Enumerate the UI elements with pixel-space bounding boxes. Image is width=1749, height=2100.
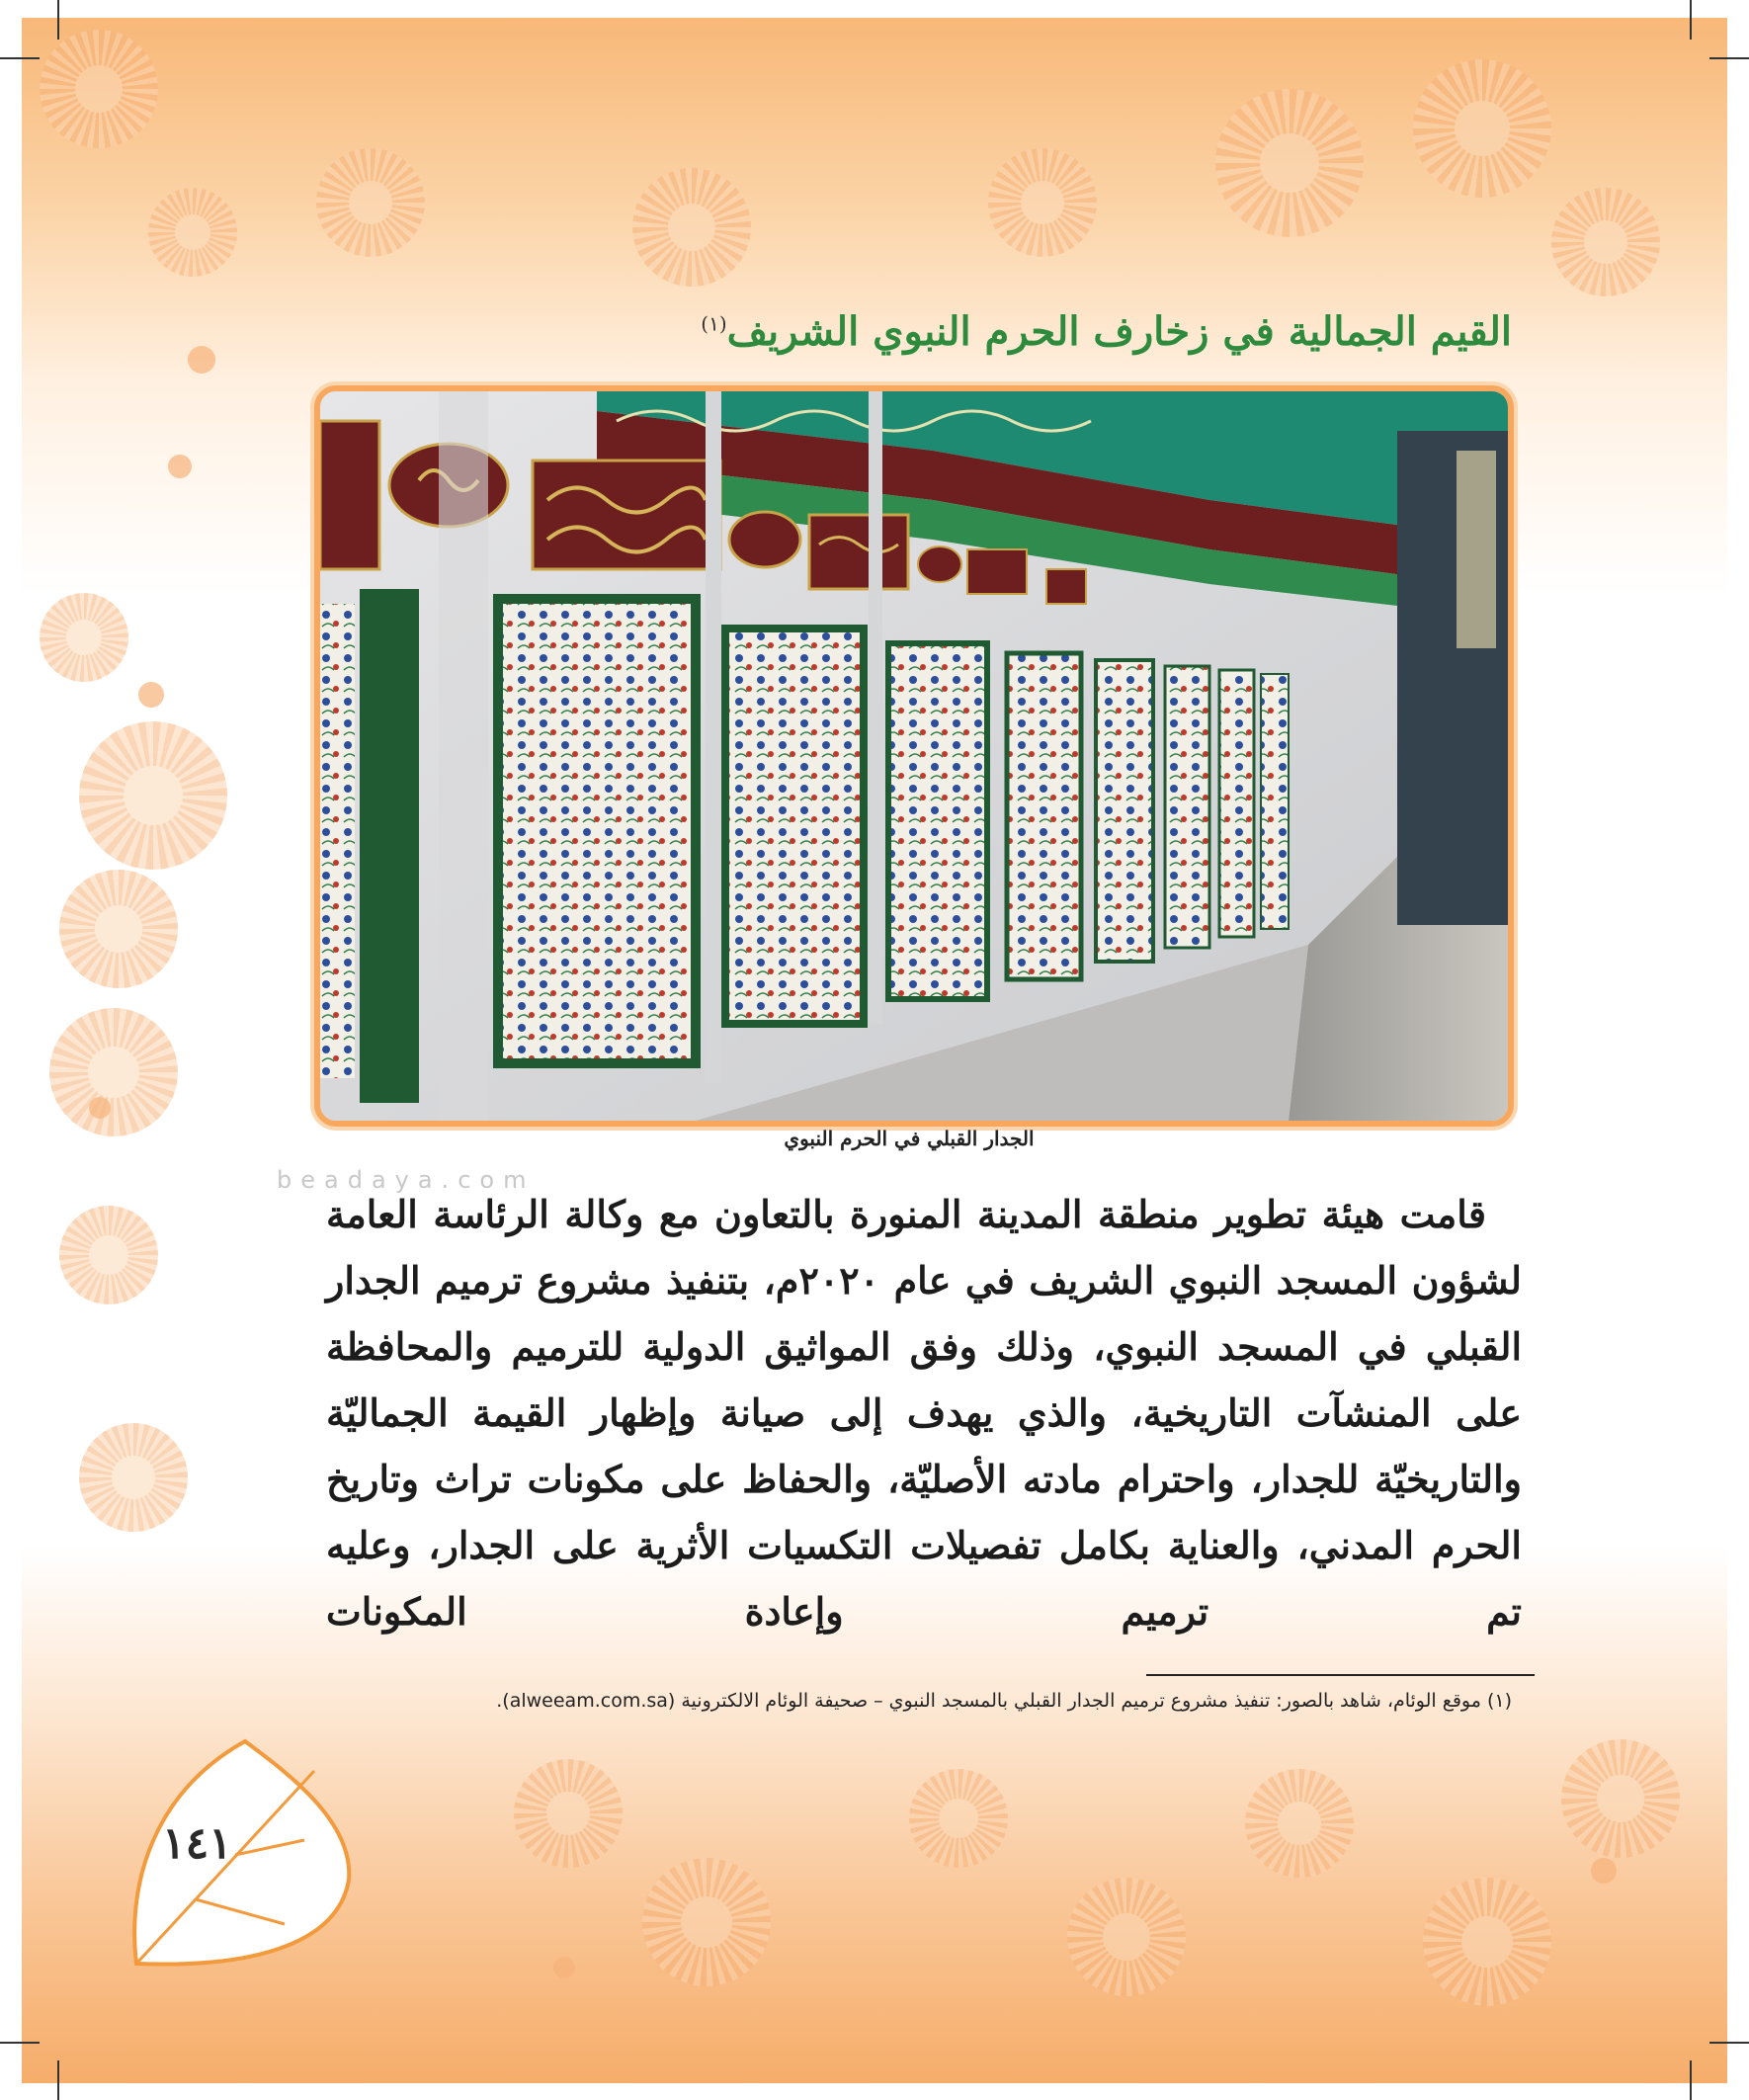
rosette-decoration: [40, 30, 158, 148]
mosque-qibla-wall-photo-icon: [320, 391, 1508, 1121]
rosette-decoration: [148, 188, 237, 277]
page-number: ١٤١: [162, 1818, 232, 1869]
crop-mark: [1709, 57, 1749, 59]
rosette-decoration: [316, 148, 425, 257]
dot-decoration: [89, 1097, 111, 1119]
body-paragraph: قامت هيئة تطوير منطقة المدينة المنورة بالتعاون مع وكالة الرئاسة العامة لشؤون المسجد النبوي الشريف في عام ٢٠٢٠م، بتنفيذ مشروع ترميم الجدار القبلي في المسجد النبوي، وذلك وفق المواثيق الدولية للترميم والمحافظة على المنشآت التاريخية، والذي يهدف إلى صيانة وإظهار القيمة الجماليّة والتاريخيّة للجدار، واحترام مادته الأصليّة، والحفاظ على مكونات تراث وتاريخ الحرم المدني، والعناية بكامل تفصيلات التكسيات الأثرية على الجدار، وعليه تم ترميم وإعادة المكونات: [326, 1192, 1522, 1634]
dot-decoration: [188, 346, 215, 374]
rosette-decoration: [1561, 1739, 1680, 1858]
page-title: [701, 308, 1512, 355]
site-watermark: beadaya.com: [277, 1166, 536, 1194]
page-title-text: القيم الجمالية في زخارف الحرم النبوي الشريف: [726, 308, 1512, 355]
crop-mark: [1690, 2060, 1692, 2100]
dot-decoration: [1591, 1858, 1617, 1884]
rosette-decoration: [1423, 1878, 1551, 2006]
rosette-decoration: [40, 593, 128, 682]
rosette-decoration: [632, 168, 751, 287]
crop-mark: [1690, 0, 1692, 40]
rosette-decoration: [1551, 188, 1660, 296]
crop-mark: [0, 57, 40, 59]
photo-caption: الجدار القبلي في الحرم النبوي: [784, 1127, 1035, 1150]
rosette-decoration: [1245, 1769, 1354, 1878]
rosette-decoration: [909, 1769, 1008, 1868]
footnote: (١) موقع الوئام، شاهد بالصور: تنفيذ مشروع ترميم الجدار القبلي بالمسجد النبوي – صحيفة الوئام الالكترونية (alweeam.com.sa).: [496, 1690, 1512, 1712]
crop-mark: [1709, 2042, 1749, 2044]
rosette-decoration: [49, 1008, 178, 1136]
rosette-decoration: [514, 1759, 623, 1868]
rosette-decoration: [59, 1206, 158, 1304]
footnote-divider: [1146, 1674, 1535, 1676]
dot-decoration: [138, 682, 164, 708]
crop-mark: [57, 0, 59, 40]
rosette-decoration: [59, 870, 178, 988]
rosette-decoration: [1067, 1878, 1186, 1996]
title-footnote-marker: (١): [701, 311, 727, 336]
qibla-wall-photo: [314, 385, 1514, 1127]
crop-mark: [57, 2060, 59, 2100]
dot-decoration: [168, 455, 192, 478]
rosette-decoration: [1215, 89, 1364, 237]
rosette-decoration: [79, 1423, 188, 1532]
dot-decoration: [553, 1957, 575, 1978]
rosette-decoration: [1413, 59, 1551, 198]
crop-mark: [0, 2042, 40, 2044]
rosette-decoration: [988, 148, 1097, 257]
rosette-decoration: [79, 721, 227, 870]
rosette-decoration: [642, 1858, 771, 1986]
leaf-page-icon: [117, 1731, 364, 1978]
